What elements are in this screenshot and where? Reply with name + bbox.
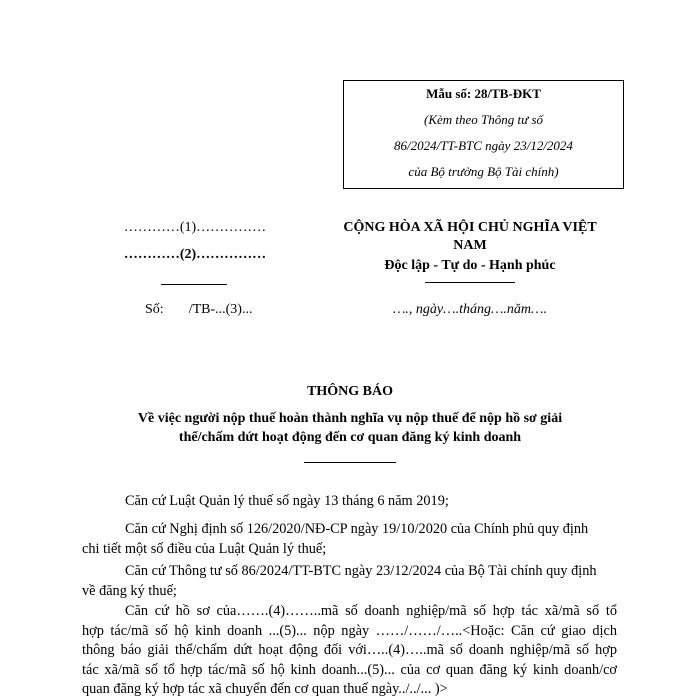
body-paragraph-3 <box>82 561 617 601</box>
republic-name-line-1: CỘNG HÒA XÃ HỘI CHỦ NGHĨA VIỆT <box>343 220 597 235</box>
body-line: về đăng ký thuế; <box>82 583 177 599</box>
agency-line-2: …………(2)…………… <box>123 247 267 262</box>
body-line: Căn cứ hồ sơ của…….(4)……..mã số doanh nghiệp/mã số hợp tác xã/mã số tổ <box>125 603 617 619</box>
republic-name-line-2: NAM <box>453 238 487 253</box>
document-number <box>145 302 252 318</box>
notice-subtitle-line-2: thể/chấm dứt hoạt động đến cơ quan đăng ký kinh doanh <box>178 430 522 445</box>
title-divider <box>304 462 396 463</box>
body-line: quan đăng ký hợp tác xã chuyển đến cơ quan thuế ngày../../... )> <box>82 681 448 697</box>
agency-line-1: …………(1)…………… <box>123 220 267 235</box>
form-number-box <box>343 80 624 189</box>
body-line: thông báo giải thể/chấm dứt hoạt động đối với…..(4)…..mã số doanh nghiệp/mã số hợp <box>82 642 617 658</box>
body-paragraph-1 <box>82 491 617 511</box>
notice-subtitle-line-1: Về việc người nộp thuế hoàn thành nghĩa vụ nộp thuế để nộp hồ sơ giải <box>137 411 563 426</box>
form-reference-line-2: 86/2024/TT-BTC ngày 23/12/2024 <box>394 138 573 153</box>
body-line: Căn cứ Thông tư số 86/2024/TT-BTC ngày 23/12/2024 của Bộ Tài chính quy định <box>125 563 597 579</box>
body-line: tác xã/mã số tổ hợp tác/mã số hộ kinh doanh...(5)... của cơ quan đăng ký kinh doanh/cơ <box>82 661 617 678</box>
national-motto: Độc lập - Tự do - Hạnh phúc <box>384 258 556 273</box>
form-number: Mẫu số: 28/TB-ĐKT <box>426 86 541 101</box>
body-paragraph-4 <box>82 602 617 700</box>
body-line: hợp tác/mã số hộ kinh doanh ...(5)... nộp ngày ……/……/…..<Hoặc: Căn cứ giao dịch <box>82 622 617 639</box>
date-line: …., ngày….tháng….năm…. <box>392 302 547 317</box>
form-reference-line-3: của Bộ trưởng Bộ Tài chính) <box>408 164 559 179</box>
body-line: Căn cứ Nghị định số 126/2020/NĐ-CP ngày 19/10/2020 của Chính phủ quy định <box>125 521 589 537</box>
notice-title: THÔNG BÁO <box>307 384 393 399</box>
document-number-value: /TB-...(3)... <box>188 302 253 317</box>
document-number-label: Số: <box>145 302 164 317</box>
body-paragraph-2 <box>82 519 617 559</box>
body-line: Căn cứ Luật Quản lý thuế số ngày 13 tháng 6 năm 2019; <box>125 493 449 509</box>
body-line: chi tiết một số điều của Luật Quản lý thuế; <box>82 541 327 557</box>
form-reference-line-1: (Kèm theo Thông tư số <box>423 112 544 127</box>
right-header-divider <box>425 282 515 283</box>
left-header-divider <box>161 284 227 285</box>
